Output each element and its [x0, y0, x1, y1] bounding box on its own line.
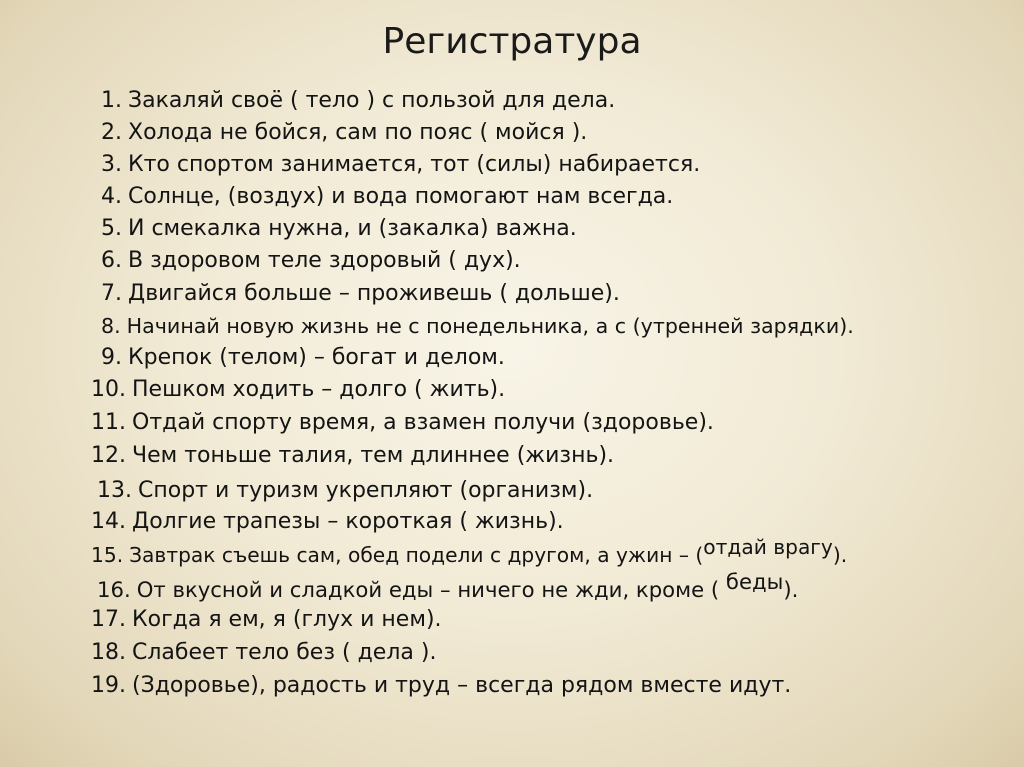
- item-text-before: Двигайся больше – проживешь (: [128, 281, 508, 306]
- item-number: 11.: [91, 410, 126, 435]
- list-item: [91, 507, 564, 537]
- item-text-before: Начинай новую жизнь не с понедельника, а с (: [126, 314, 641, 338]
- list-item: [91, 638, 436, 668]
- item-answer: беды: [719, 569, 784, 594]
- item-text-before: Солнце, (: [128, 184, 237, 209]
- item-number: 8.: [101, 314, 121, 338]
- item-answer: тело: [298, 88, 367, 113]
- item-text-before: Закаляй своё (: [128, 88, 299, 113]
- list-item: [91, 375, 505, 405]
- item-answer: закалка: [387, 216, 481, 241]
- list-item: [91, 441, 614, 471]
- item-answer: воздух: [236, 184, 316, 209]
- item-text-after: ).: [604, 281, 620, 306]
- item-text-after: ).: [571, 120, 588, 145]
- list-item: [101, 279, 620, 309]
- item-text-after: ) с пользой для дела.: [366, 88, 616, 113]
- item-answer: глух и нем: [301, 607, 426, 632]
- item-text-after: ).: [839, 314, 854, 338]
- list-item: [101, 343, 505, 373]
- item-number: 13.: [97, 478, 132, 503]
- item-answer: жить: [422, 377, 490, 402]
- item-answer: жизнь: [525, 443, 599, 468]
- list-item: [101, 86, 615, 116]
- item-number: 9.: [101, 345, 122, 370]
- item-text-after: ).: [783, 577, 799, 602]
- item-text-before: Долгие трапезы – короткая (: [132, 509, 468, 534]
- item-answer: дела: [350, 640, 421, 665]
- item-text-before: Завтрак съешь сам, обед подели с другом, а ужин – (: [129, 543, 704, 567]
- list-item: [91, 535, 848, 570]
- item-number: 7.: [101, 281, 122, 306]
- item-text-after: ), радость и труд – всегда рядом вместе идут.: [250, 673, 792, 698]
- item-number: 10.: [91, 377, 126, 402]
- slide-title: Регистратура: [382, 21, 642, 62]
- list-item: [101, 214, 577, 244]
- item-number: 14.: [91, 509, 126, 534]
- item-text-after: ) и вода помогают нам всегда.: [315, 184, 674, 209]
- item-answer: утренней зарядки: [640, 314, 840, 338]
- item-text-before: Холода не бойся, сам по пояс (: [128, 120, 489, 145]
- item-text-before: Слабеет тело без (: [132, 640, 351, 665]
- item-answer: жизнь: [467, 509, 549, 534]
- item-text-before: Спорт и туризм укрепляют (: [138, 478, 469, 503]
- list-item: [101, 118, 587, 148]
- list-item: [101, 182, 673, 212]
- item-number: 3.: [101, 152, 122, 177]
- list-item: [91, 605, 442, 635]
- item-text-after: ) набирается.: [542, 152, 701, 177]
- item-text-after: ) важна.: [480, 216, 577, 241]
- item-text-after: ).: [698, 410, 714, 435]
- item-number: 17.: [91, 607, 126, 632]
- item-answer: силы: [484, 152, 543, 177]
- item-number: 1.: [101, 88, 122, 113]
- item-text-before: (: [132, 673, 141, 698]
- item-answer: здоровье: [591, 410, 699, 435]
- item-text-after: ).: [425, 607, 442, 632]
- item-number: 5.: [101, 216, 122, 241]
- item-number: 4.: [101, 184, 122, 209]
- item-number: 16.: [97, 577, 131, 602]
- item-text-before: В здоровом теле здоровый (: [128, 248, 457, 273]
- list-item: [101, 311, 854, 341]
- item-text-before: Когда я ем, я (: [132, 607, 302, 632]
- item-answer: дольше: [507, 281, 605, 306]
- item-number: 15.: [91, 543, 124, 567]
- item-text-after: ).: [420, 640, 437, 665]
- list-item: [91, 408, 714, 438]
- list-item: [91, 671, 791, 701]
- item-answer: мойся: [488, 120, 572, 145]
- item-number: 12.: [91, 443, 126, 468]
- item-number: 18.: [91, 640, 126, 665]
- item-text-before: Крепок (: [128, 345, 228, 370]
- item-text-before: Пешком ходить – долго (: [132, 377, 423, 402]
- list-item: [97, 569, 799, 605]
- item-answer: организм: [468, 478, 578, 503]
- item-number: 19.: [91, 673, 126, 698]
- item-text-after: ).: [832, 543, 848, 567]
- item-answer: дух: [456, 248, 506, 273]
- item-text-before: Кто спортом занимается, тот (: [128, 152, 485, 177]
- item-text-after: ).: [505, 248, 521, 273]
- item-text-before: Отдай спорту время, а взамен получи (: [132, 410, 592, 435]
- item-answer: Здоровье: [140, 673, 251, 698]
- proverb-list: [0, 86, 1024, 726]
- item-text-after: ).: [489, 377, 506, 402]
- list-item: [101, 150, 700, 180]
- item-text-after: ).: [598, 443, 615, 468]
- item-text-before: От вкусной и сладкой еды – ничего не жди, кроме (: [136, 577, 720, 602]
- item-text-before: И смекалка нужна, и (: [128, 216, 388, 241]
- item-text-before: Чем тоньше талия, тем длиннее (: [132, 443, 526, 468]
- item-text-after: ) – богат и делом.: [298, 345, 505, 370]
- item-number: 6.: [101, 248, 122, 273]
- item-text-after: ).: [577, 478, 594, 503]
- item-text-after: ).: [548, 509, 564, 534]
- item-number: 2.: [101, 120, 122, 145]
- list-item: [101, 246, 521, 276]
- list-item: [97, 476, 593, 506]
- item-answer: отдай врагу: [703, 535, 833, 559]
- item-answer: телом: [227, 345, 299, 370]
